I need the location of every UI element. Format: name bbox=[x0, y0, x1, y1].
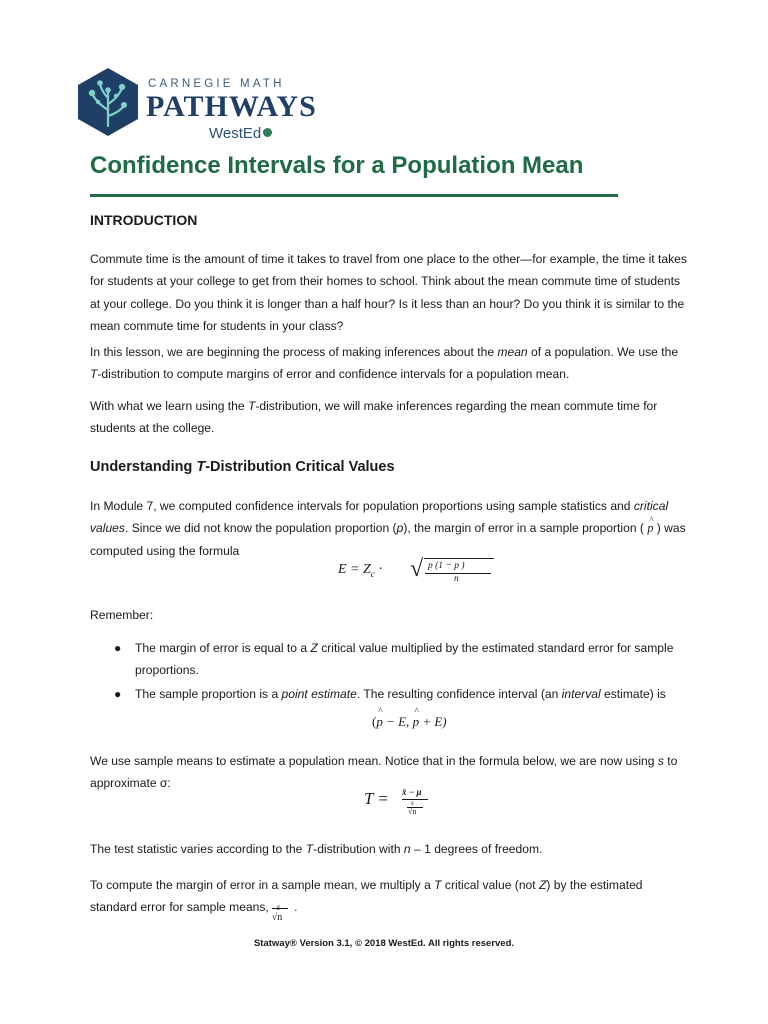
paragraph-commute: Commute time is the amount of time it takes to travel from one place to the other—for example, the time it takes for students at your college to get from their homes to school. Think about the mean commute time of students at your college. Do you think it is longer than a half hour? Is it less than an hour? Do you think it is similar to the mean commute time for students in your class? bbox=[90, 252, 687, 333]
bullet-icon: ● bbox=[114, 687, 122, 701]
carnegie-math-pathways-logo bbox=[76, 66, 316, 146]
std-error-fraction: s √n bbox=[269, 899, 291, 917]
document-page: CARNEGIE MATH PATHWAYS WestEd Confidence Intervals for a Population Mean INTRODUCTION Commute time is the amount of time it takes to travel from one place to the other—for example, the time it takes for students at your college to get from their homes to school. Think about the mean commute time of students at your college. Do you think it is longer than a half hour? Is it less than an hour? Do you think it is similar to the mean commute time for students in your class? In this lesson, we are beginning the process of making inferences about the mean of a population. We use the T-distribution to compute margins of error and confidence intervals for a population mean. With what we learn using the T-distribution, we will make inferences regarding the mean commute time for students at the college. Understanding T-Distribution Critical Values In Module 7, we computed confidence intervals for population proportions using sample statistics and critical values. Since we did not know the population proportion (p), the margin of error in a sample proportion ( ^ p ) was computed using the formula $E = Z_c$ · √ p (1 − p ) n Remember: ● The margin of error is equal to a Z critical value multiplied by the estimated standard error for sample proportions. ● The sample proportion is a point estimate. The resulting confidence interval (an interval estimate) is (^ p − E, ^ p + E) We use sample means to estimate a population mean. Notice that in the formula below, we are now using s to approximate σ: T = x̄ − μ s √n The test statistic varies according to the T-distribution with n – 1 degrees of freedom. To compute the margin of error in a sample mean, we multiply a T critical value (not Z) by the estimated standard error for sample means, s √n . Statway® Version 3.1, © 2018 WestEd. All rights reserved. bbox=[0, 0, 768, 1024]
paragraph-margin-sample-mean: To compute the margin of error in a sample mean, we multiply a T critical value (not Z) by the estimated standard error for sample means, s √n . bbox=[90, 878, 643, 924]
sqrt-icon: √ bbox=[410, 556, 424, 582]
margin-of-error-formula: $E = Z_c$ · √ p (1 − p ) n bbox=[338, 562, 383, 579]
paragraph-sample-means: We use sample means to estimate a population mean. Notice that in the formula below, we are now using s to approximate σ: bbox=[90, 754, 678, 791]
confidence-interval-formula: (^ p − E, ^ p + E) bbox=[372, 714, 447, 730]
paragraph-test-statistic: The test statistic varies according to the T-distribution with n – 1 degrees of freedom. bbox=[90, 842, 543, 856]
title-divider bbox=[90, 194, 618, 197]
section-heading: Understanding T-Distribution Critical Values bbox=[90, 459, 395, 475]
document-title: Confidence Intervals for a Population Mean bbox=[90, 152, 584, 179]
paragraph-inferences: With what we learn using the T-distribution, we will make inferences regarding the mean commute time for students at the college. bbox=[90, 399, 658, 436]
paragraph-lesson: In this lesson, we are beginning the process of making inferences about the mean of a population. We use the T-distribution to compute margins of error and confidence intervals for a population mean. bbox=[90, 345, 679, 382]
wested-dot-icon bbox=[263, 128, 272, 137]
t-statistic-formula: T = x̄ − μ s √n bbox=[364, 789, 434, 829]
logo-top-text: CARNEGIE MATH bbox=[148, 78, 285, 90]
footer-copyright: Statway® Version 3.1, © 2018 WestEd. All rights reserved. bbox=[253, 938, 515, 949]
hexagon-tree-icon bbox=[76, 66, 140, 138]
logo-wested bbox=[209, 125, 272, 142]
intro-heading: INTRODUCTION bbox=[90, 212, 198, 228]
bullet-icon: ● bbox=[114, 641, 122, 655]
logo-main-text: PATHWAYS bbox=[146, 90, 317, 123]
logo-wested-text: WestEd bbox=[209, 125, 262, 142]
remember-label: Remember: bbox=[90, 608, 154, 622]
paragraph-module7: In Module 7, we computed confidence intervals for population proportions using sample statistics and critical values. Since we did not know the population proportion (p), the margin of error in a sample proportion ( ^ p ) was computed using the formula bbox=[90, 495, 690, 562]
